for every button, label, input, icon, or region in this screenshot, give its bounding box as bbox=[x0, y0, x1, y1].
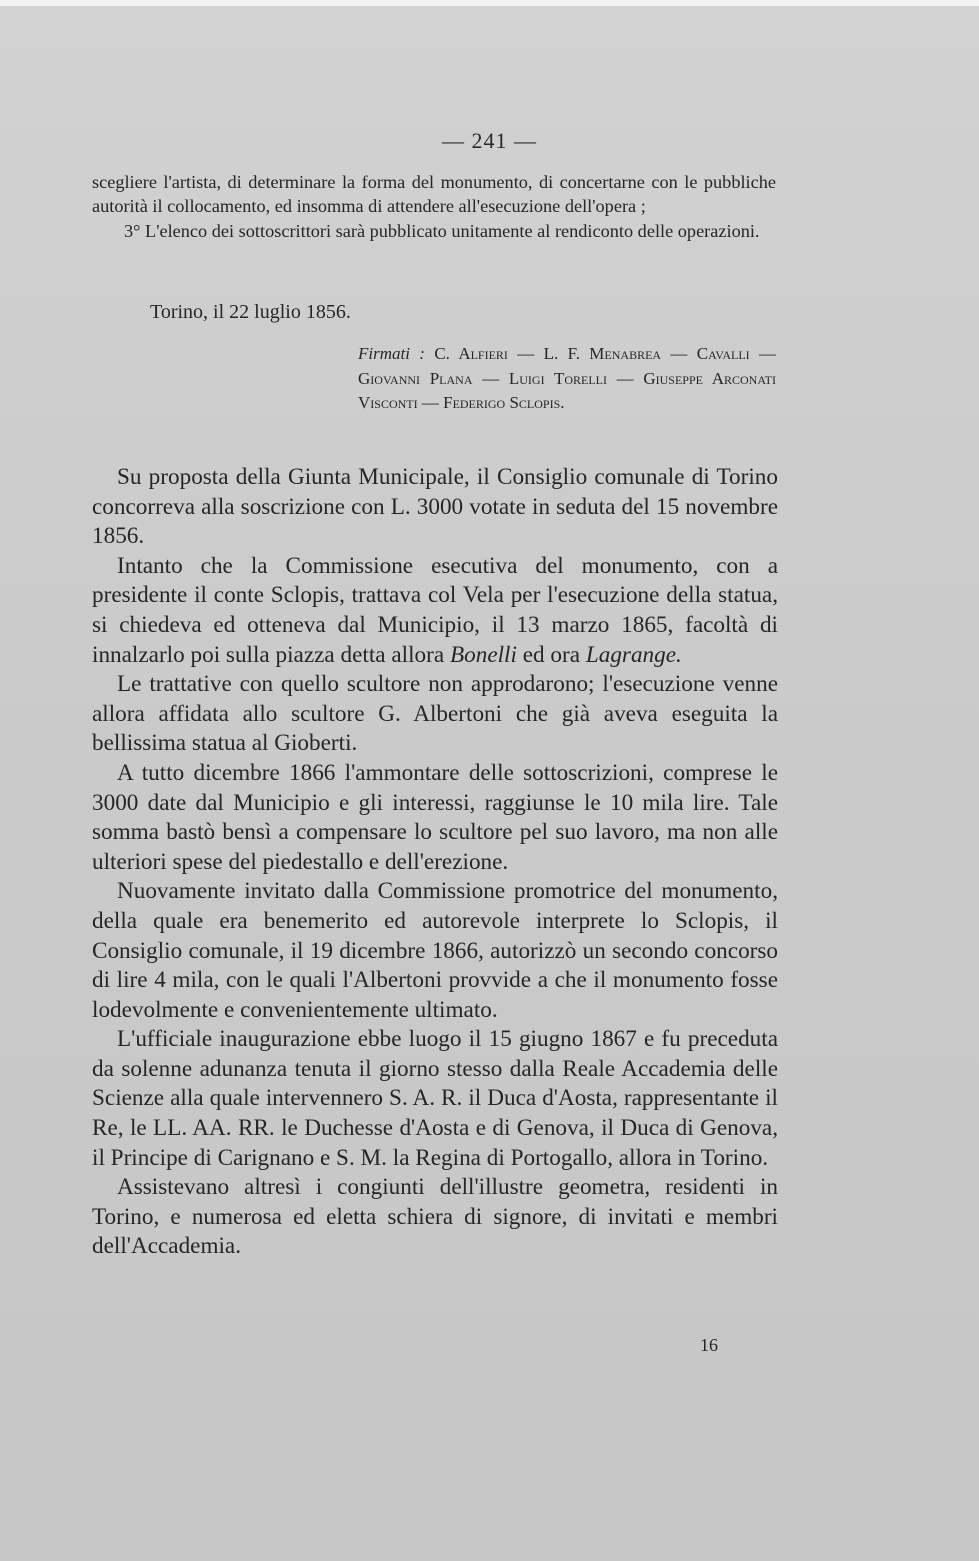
page-number-header: — 241 — bbox=[442, 128, 537, 153]
paragraph-2-italic-lagrange: Lagrange. bbox=[585, 641, 682, 668]
signatures-names: C. Alfieri — L. F. Menabrea — Cavalli — Giovanni Plana — Luigi Torelli — Giuseppe Arconati Visconti — Federigo Sclopis. bbox=[358, 344, 777, 412]
paragraph-7: Assistevano altresì i congiunti dell'illustre geometra, residenti in Torino, e numerosa ed eletta schiera di signore, di invitati e membri dell'Accademia. bbox=[92, 1174, 778, 1260]
signatures-label: Firmati : bbox=[358, 344, 425, 363]
signature-folio: 16 bbox=[700, 1335, 718, 1355]
page-top-edge bbox=[0, 0, 979, 6]
paragraph-1: Su proposta della Giunta Municipale, il Consiglio comunale di Torino concorreva alla soscrizione con L. 3000 votate in seduta del 15 novembre 1856. bbox=[92, 464, 778, 550]
paragraph-6: L'ufficiale inaugurazione ebbe luogo il 15 giugno 1867 e fu preceduta da solenne adunanza tenuta il giorno stesso dalla Reale Accademia delle Scienze alla quale intervennero S. A. R. il Duca d'Aosta, rappresentante il Re, le LL. AA. RR. le Duchesse d'Aosta e di Genova, il Duca di Genova, il Principe di Carignano e S. M. la Regina di Portogallo, allora in Torino. bbox=[92, 1026, 778, 1171]
paragraph-4: A tutto dicembre 1866 l'ammontare delle sottoscrizioni, comprese le 3000 date dal Municipio e gli interessi, raggiunse le 10 mila lire. Tale somma bastò bensì a compensare lo scultore pel suo lavoro, ma non alle ulteriori spese del piedestallo e dell'erezione. bbox=[92, 759, 778, 875]
paragraph-2-connector: ed ora bbox=[516, 641, 586, 668]
paragraph-5: Nuovamente invitato dalla Commissione promotrice del monumento, della quale era benemerito ed autorevole interprete lo Sclopis, il Consiglio comunale, il 19 dicembre 1866, autorizzò un secondo concorso di lire 4 mila, con le quali l'Albertoni provvide a che il monumento fosse lodevolmente e convenientemente ultimato. bbox=[92, 878, 778, 1023]
main-text bbox=[92, 463, 778, 1262]
paragraph-2 bbox=[92, 552, 778, 670]
paragraph-2-text: Intanto che la Commissione esecutiva del monumento, con a presidente il conte Sclopis, trattava col Vela per l'esecuzione della statua, si chiedeva ed otteneva dal Municipio, il 13 marzo 1865, facoltà di innalzarlo poi sulla piazza detta allora bbox=[92, 552, 778, 668]
intro-text bbox=[92, 170, 776, 243]
paragraph-2-italic-bonelli: Bonelli bbox=[449, 641, 517, 668]
intro-paragraph-1: scegliere l'artista, di determinare la forma del monumento, di concertarne con le pubbliche autorità il collocamento, ed insomma di attendere all'esecuzione dell'opera ; bbox=[92, 172, 776, 217]
paragraph-3: Le trattative con quello scultore non approdarono; l'esecuzione venne allora affidata allo scultore G. Albertoni che già aveva eseguita la bellissima statua al Gioberti. bbox=[92, 671, 778, 757]
signatures-block bbox=[358, 342, 776, 416]
intro-paragraph-2: 3° L'elenco dei sottoscrittori sarà pubblicato unitamente al rendiconto delle operazioni. bbox=[124, 220, 760, 241]
date-line: Torino, il 22 luglio 1856. bbox=[150, 301, 351, 323]
